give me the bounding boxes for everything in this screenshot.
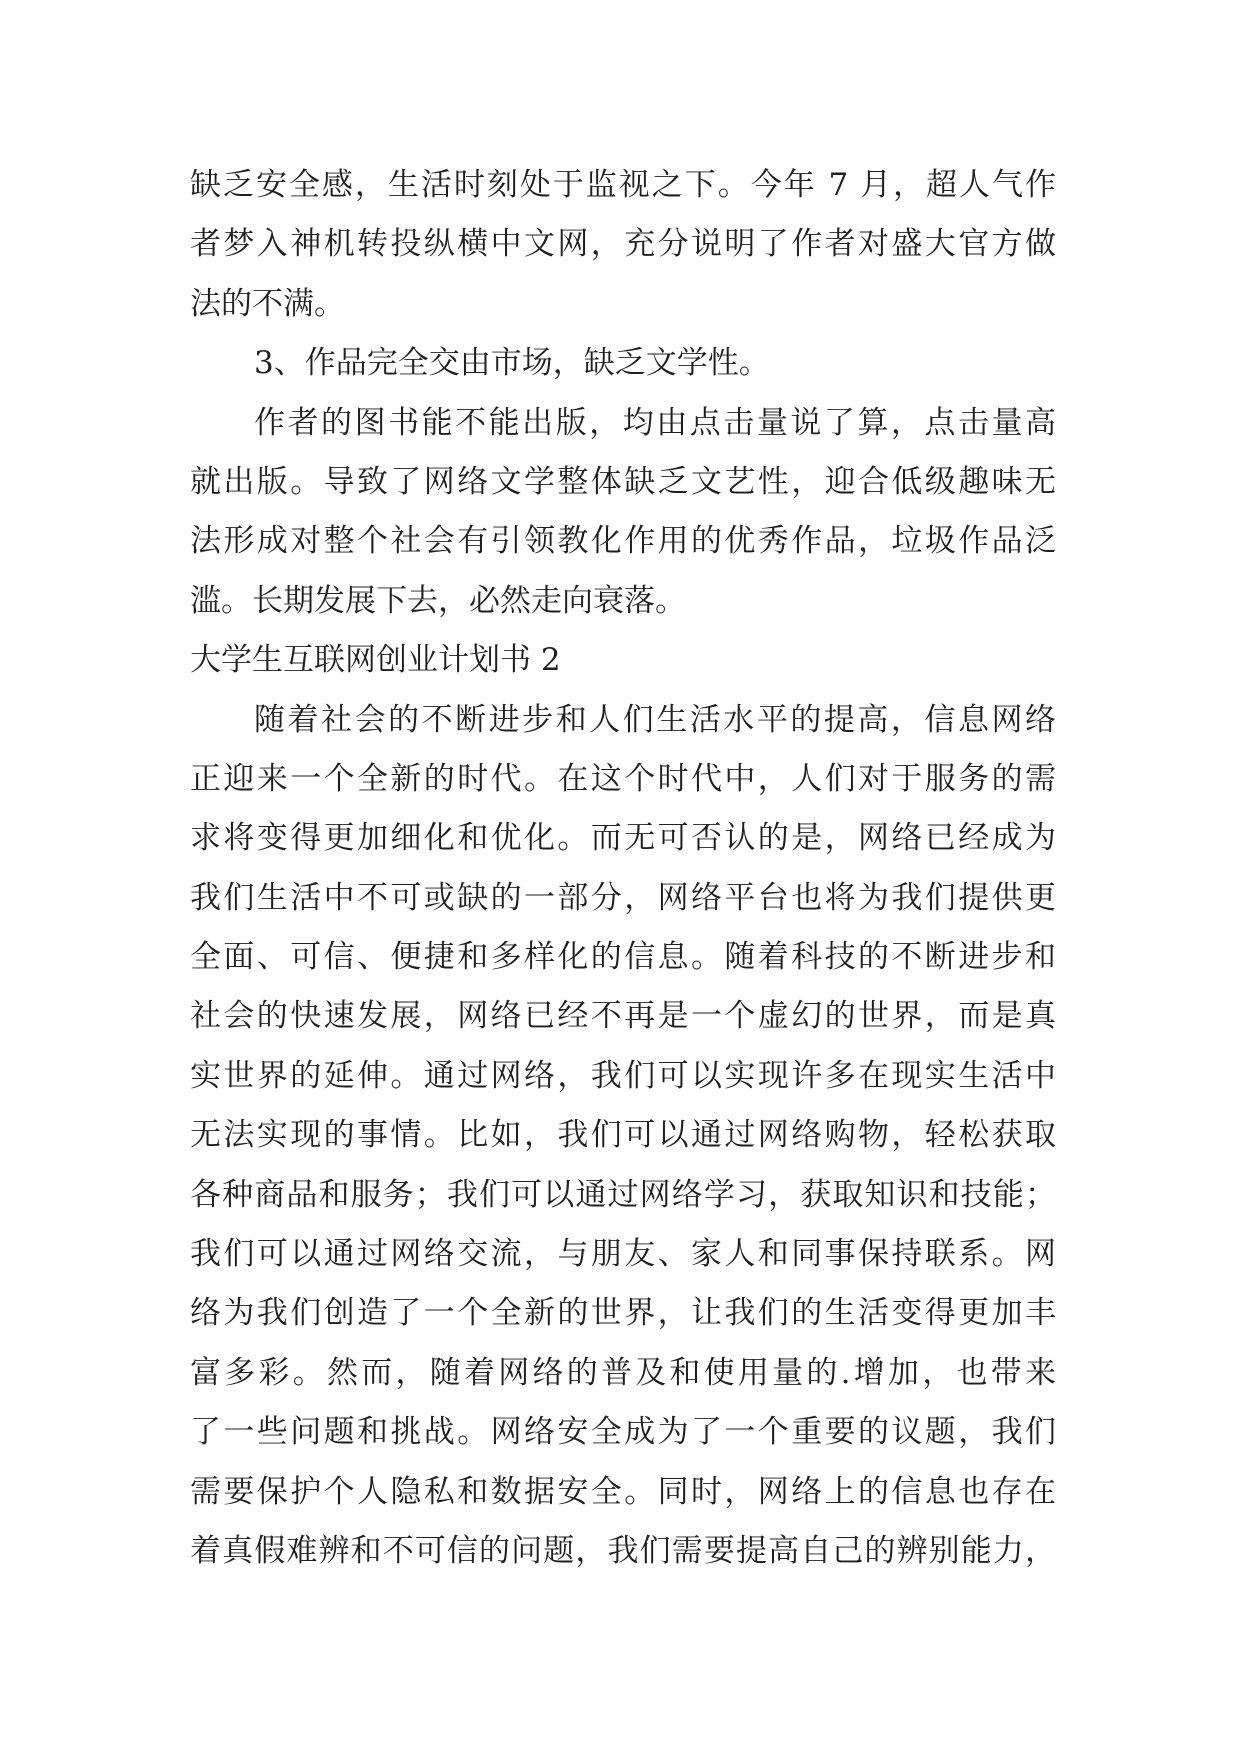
text-line: 需要保护个人隐私和数据安全。同时，网络上的信息也存在: [190, 1473, 1056, 1510]
text-line: 社会的快速发展，网络已经不再是一个虚幻的世界，而是真: [190, 998, 1056, 1035]
text-line: 随着社会的不断进步和人们生活水平的提高，信息网络: [254, 701, 1056, 738]
text-line: 就出版。导致了网络文学整体缺乏文艺性，迎合低级趣味无: [190, 463, 1056, 500]
text-line: 我们生活中不可或缺的一部分，网络平台也将为我们提供更: [190, 879, 1056, 916]
text-line: 求将变得更加细化和优化。而无可否认的是，网络已经成为: [190, 820, 1056, 857]
point-heading: 3、作品完全交由市场，缺乏文学性。: [254, 345, 770, 382]
text-line: 全面、可信、便捷和多样化的信息。随着科技的不断进步和: [190, 939, 1056, 976]
text-line: 各种商品和服务；我们可以通过网络学习，获取知识和技能；: [190, 1176, 1056, 1213]
text-line: 富多彩。然而，随着网络的普及和使用量的.增加，也带来: [190, 1354, 1056, 1391]
text-line: 着真假难辨和不可信的问题，我们需要提高自己的辨别能力，: [190, 1532, 1056, 1569]
text-line: 实世界的延伸。通过网络，我们可以实现许多在现实生活中: [190, 1057, 1056, 1094]
text-line: 无法实现的事情。比如，我们可以通过网络购物，轻松获取: [190, 1117, 1056, 1154]
text-line: 缺乏安全感，生活时刻处于监视之下。今年 7 月，超人气作: [190, 167, 1056, 203]
text-line: 者梦入神机转投纵横中文网，充分说明了作者对盛大官方做: [190, 226, 1056, 263]
text-line: 法的不满。: [190, 285, 345, 322]
text-line: 了一些问题和挑战。网络安全成为了一个重要的议题，我们: [190, 1414, 1056, 1451]
paragraph-continuation: [190, 156, 1056, 334]
text-line: 滥。长期发展下去，必然走向衰落。: [190, 582, 686, 619]
text-line: 络为我们创造了一个全新的世界，让我们的生活变得更加丰: [190, 1295, 1056, 1332]
text-line: 正迎来一个全新的时代。在这个时代中，人们对于服务的需: [190, 760, 1056, 797]
text-line: 法形成对整个社会有引领教化作用的优秀作品，垃圾作品泛: [190, 523, 1056, 560]
section-title: 大学生互联网创业计划书 2: [190, 642, 561, 679]
text-line: 作者的图书能不能出版，均由点击量说了算，点击量高: [254, 404, 1056, 441]
text-line: 我们可以通过网络交流，与朋友、家人和同事保持联系。网: [190, 1236, 1056, 1273]
paragraph-section2: [190, 691, 1056, 1582]
document-body: [190, 156, 1056, 1581]
paragraph-point3: [190, 394, 1056, 632]
